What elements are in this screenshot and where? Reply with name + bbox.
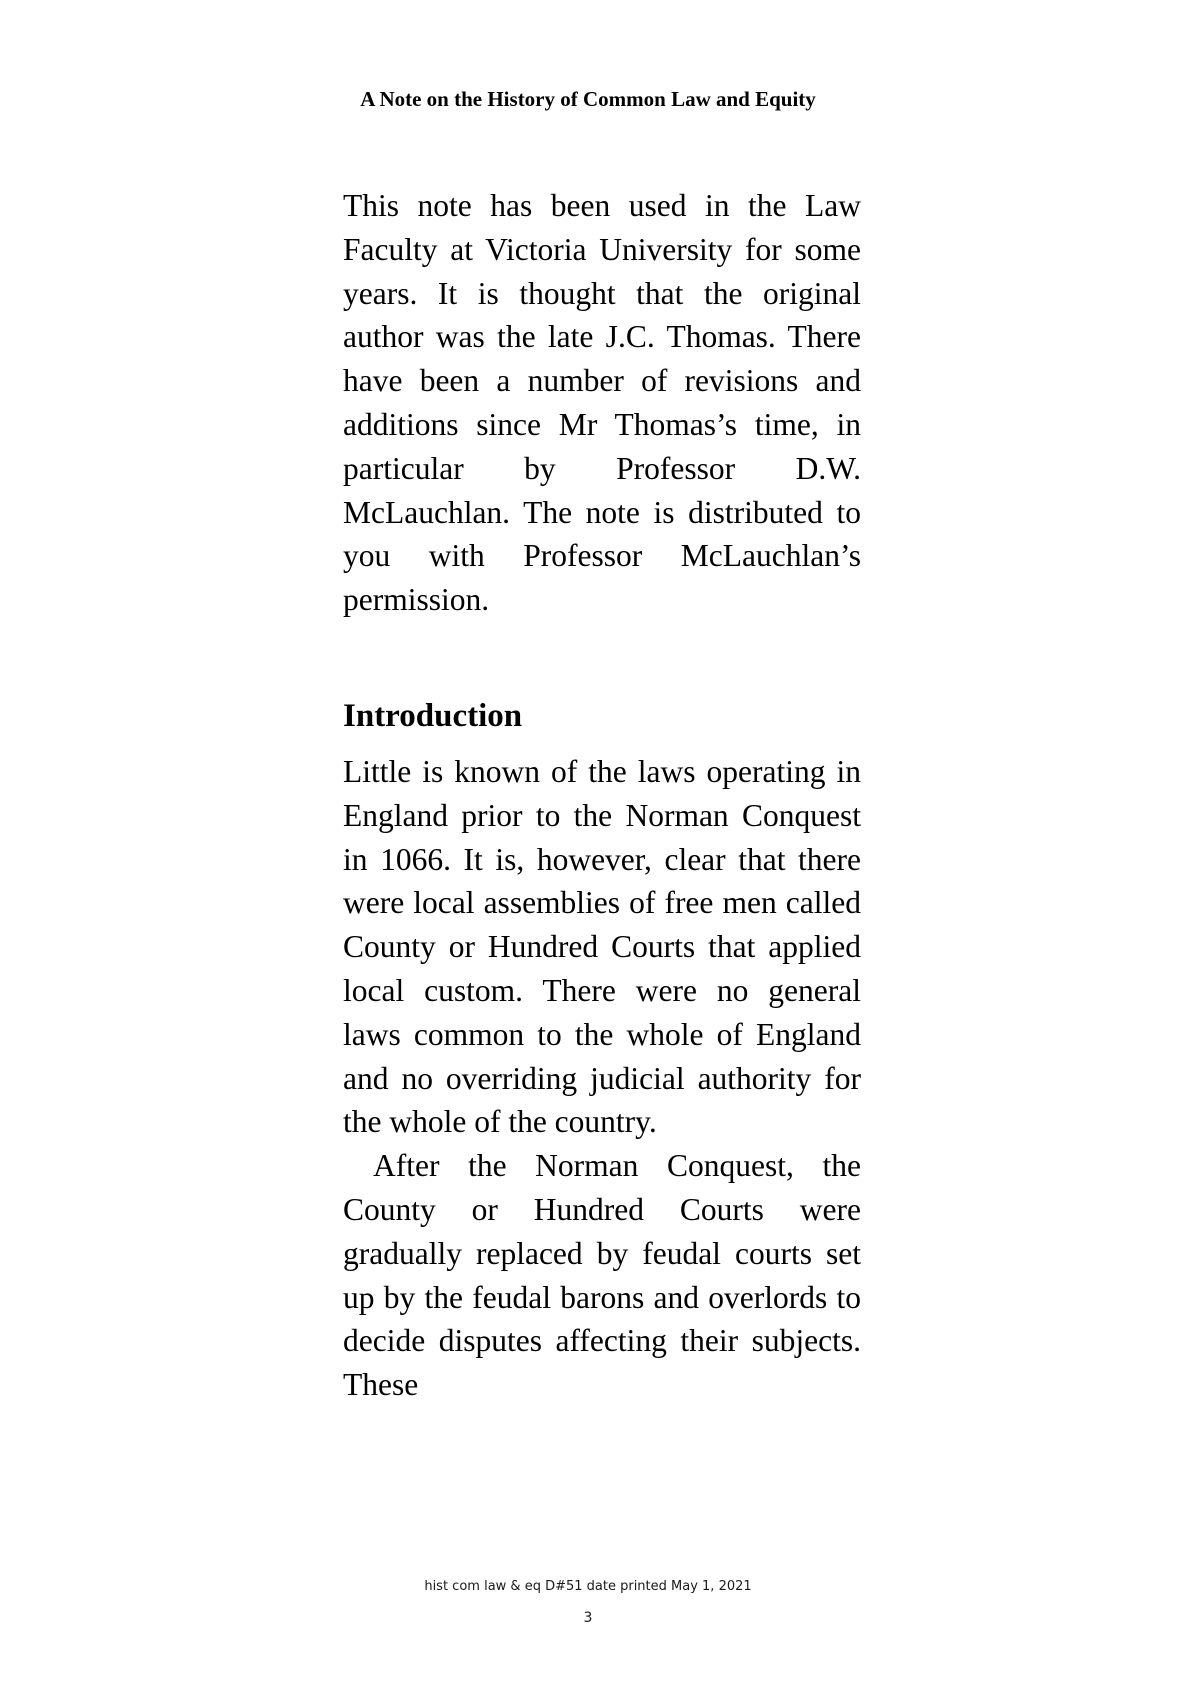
attribution-note: This note has been used in the Law Faculty at Victoria University for some years. It is thought that the original author was the late J.C. Thomas. There have been a number of revisions and additions since Mr Thomas’s time, in particular by Professor D.W. McLauchlan. The note is distributed to you with Professor McLauchlan’s permission.: [343, 188, 861, 618]
running-header-title: A Note on the History of Common Law and Equity: [360, 87, 816, 111]
page-number: 3: [583, 1610, 593, 1626]
section-heading-introduction: Introduction: [343, 697, 523, 734]
text-column: [343, 184, 861, 1407]
running-footer: hist com law & eq D#51 date printed May 1, 2021: [424, 1579, 752, 1594]
introduction-paragraph-1: Little is known of the laws operating in England prior to the Norman Conquest in 1066. It is, however, clear that there were local assemblies of free men called County or Hundred Courts that applied local custom. There were no general laws common to the whole of England and no overriding judicial authority for the whole of the country.: [343, 753, 861, 1140]
introduction-paragraph-2: After the Norman Conquest, the County or Hundred Courts were gradually replaced by feudal courts set up by the feudal barons and overlords to decide disputes affecting their subjects. These: [343, 1148, 861, 1403]
